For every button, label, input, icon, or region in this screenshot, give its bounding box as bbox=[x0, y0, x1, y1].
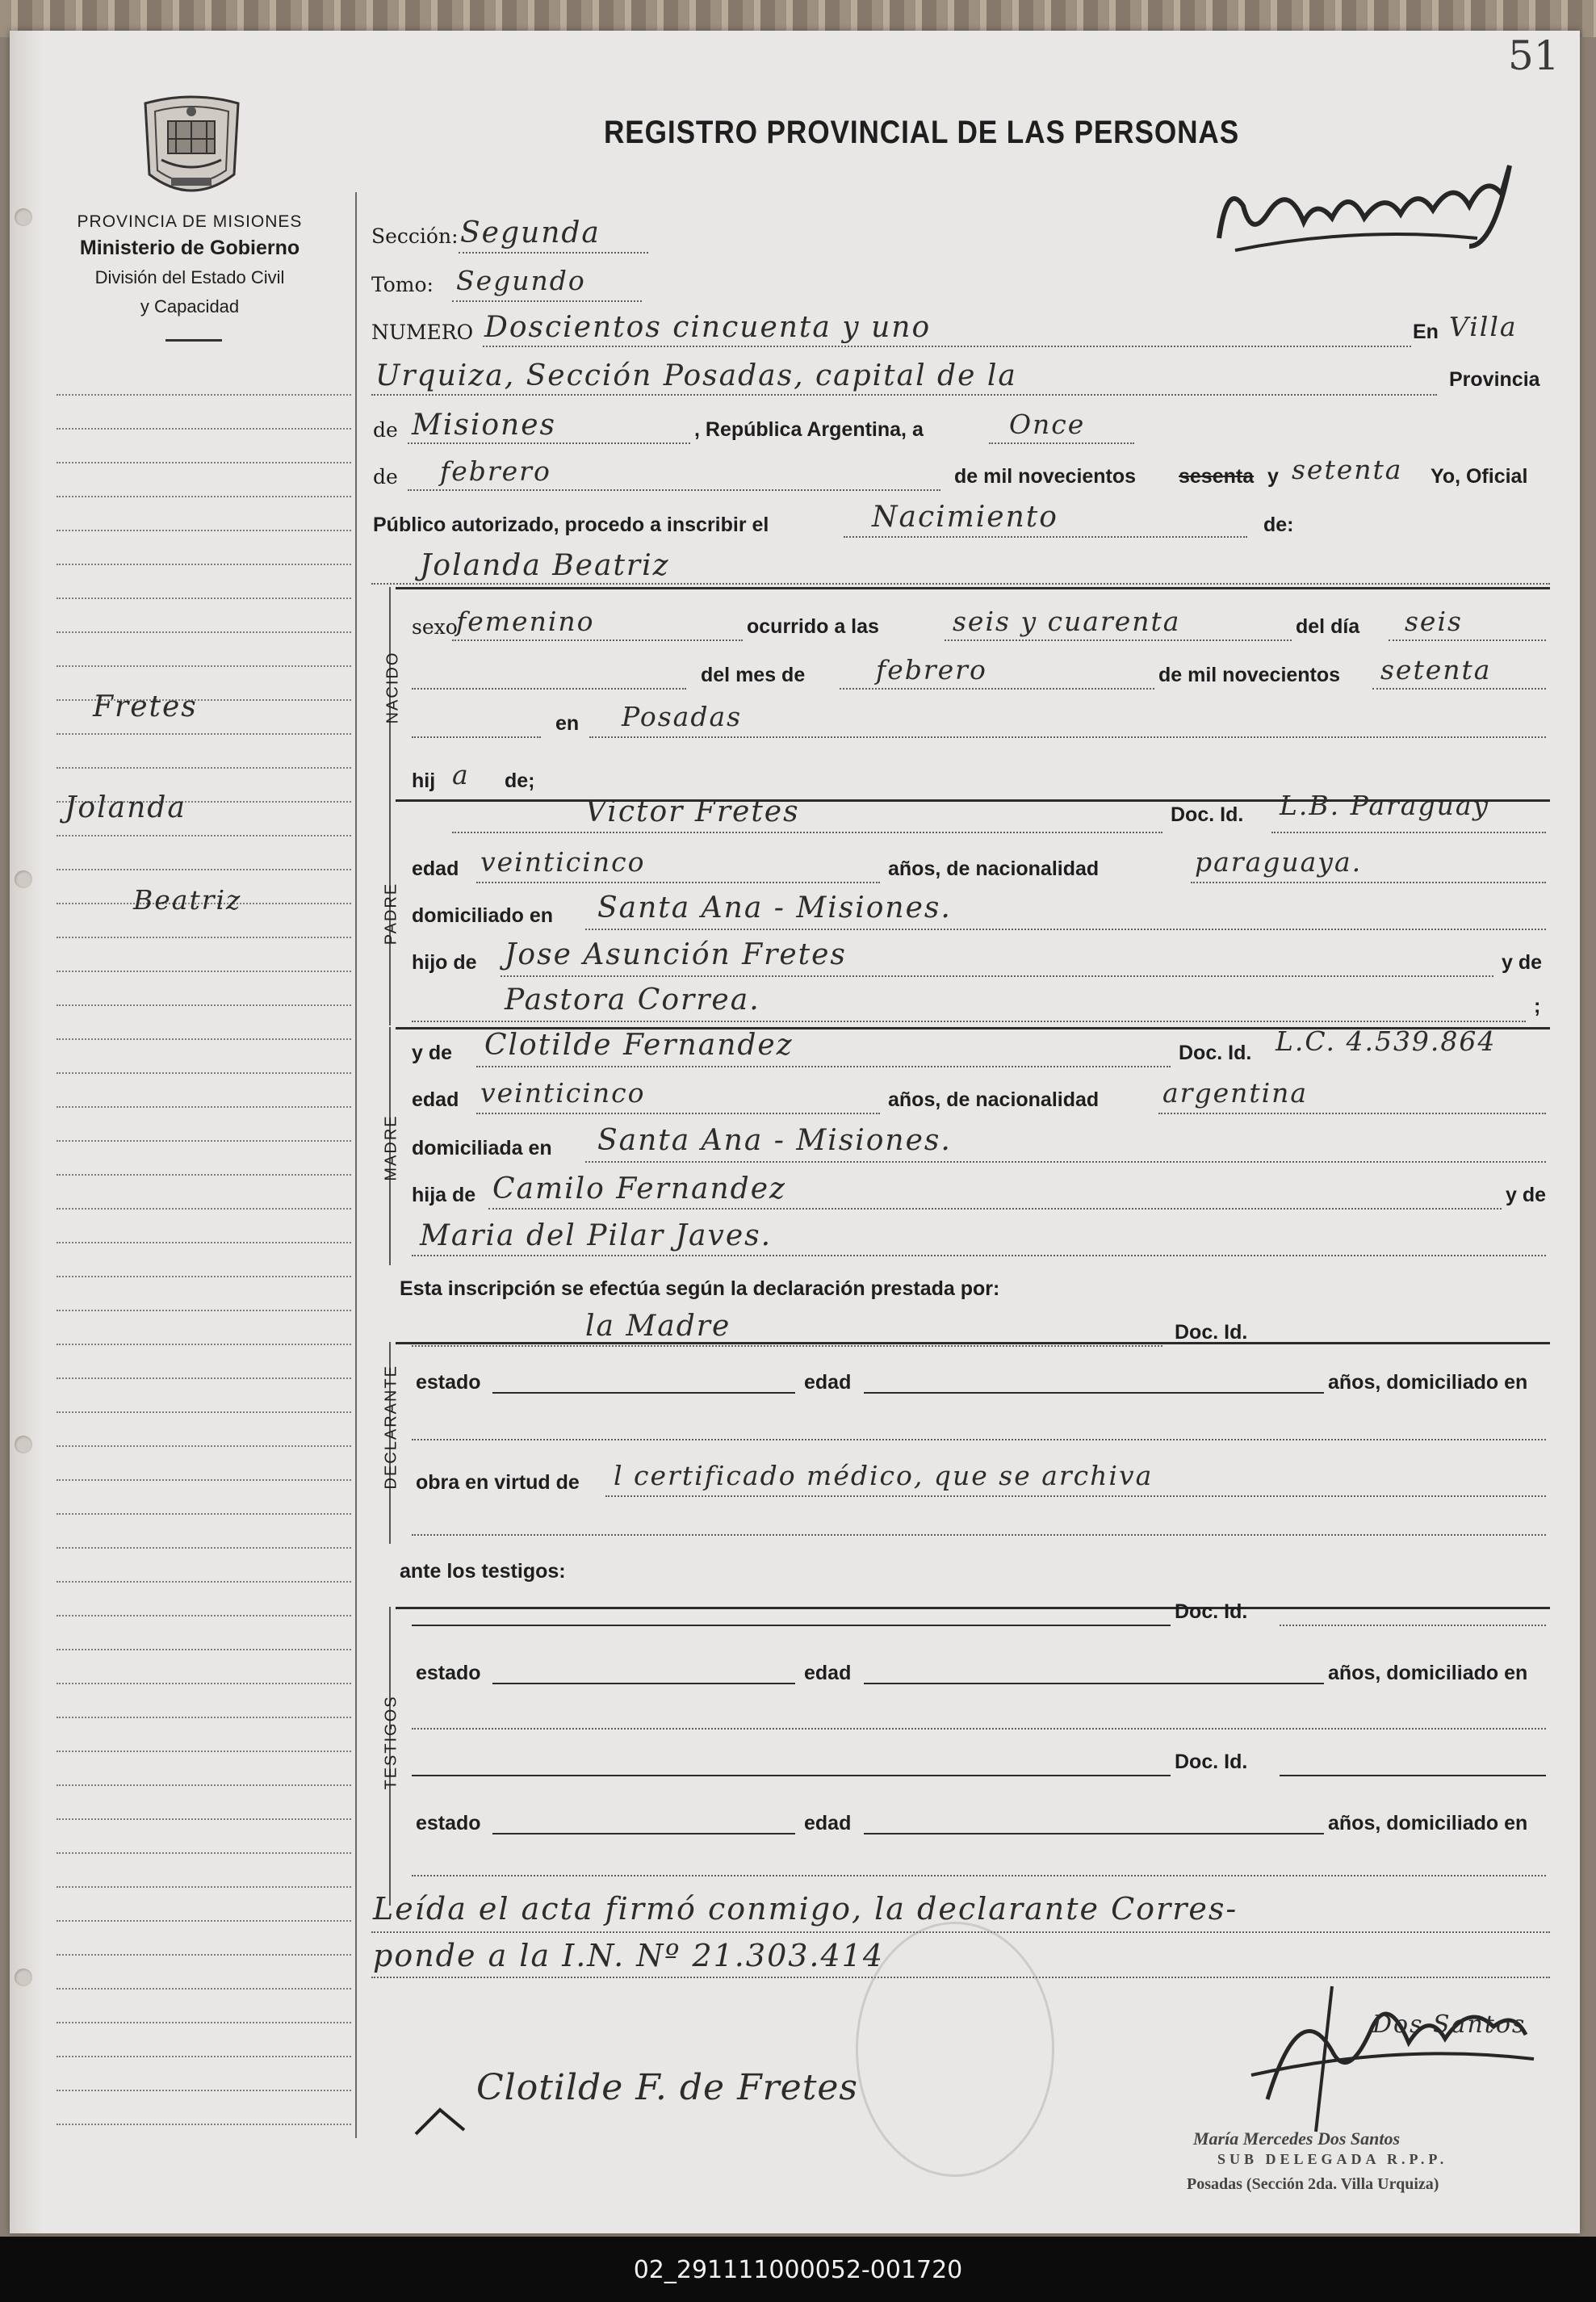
father-yde-label: y de bbox=[1502, 951, 1543, 974]
day-value: Once bbox=[1009, 409, 1086, 440]
margin-rule-line bbox=[57, 1106, 351, 1108]
mother-doc-value: L.C. 4.539.864 bbox=[1276, 1025, 1497, 1057]
margin-rule-line bbox=[57, 1988, 351, 1990]
witness2-estado-label: estado bbox=[416, 1812, 481, 1834]
declarant-estado-label: estado bbox=[416, 1371, 481, 1394]
mother-nac-value: argentina bbox=[1162, 1077, 1309, 1109]
margin-rule-line bbox=[57, 530, 351, 531]
publico-label: Público autorizado, procedo a inscribir el bbox=[373, 514, 769, 536]
margin-rule-line bbox=[57, 1615, 351, 1616]
closing-line-1: Leída el acta firmó conmigo, la declarante Corres- bbox=[373, 1891, 1238, 1927]
father-mother-line bbox=[412, 1021, 1526, 1022]
witness1-name-line bbox=[412, 1625, 1171, 1626]
witness2-edad-label: edad bbox=[804, 1812, 852, 1834]
witness1-anos-label: años, domiciliado en bbox=[1328, 1662, 1528, 1684]
margin-rule-line bbox=[57, 1072, 351, 1074]
witness2-edad-line bbox=[864, 1833, 1324, 1834]
month-line bbox=[408, 489, 940, 491]
sexo-line bbox=[452, 639, 743, 641]
margin-rule-line bbox=[57, 496, 351, 497]
margin-rule-line bbox=[57, 2022, 351, 2023]
margin-rule-line bbox=[57, 1920, 351, 1922]
mother-yde-label: y de bbox=[412, 1042, 453, 1064]
margin-rule-line bbox=[57, 733, 351, 735]
margin-rule-line bbox=[57, 428, 351, 430]
mother-dom-label: domiciliada en bbox=[412, 1137, 552, 1159]
witness1-edad-line bbox=[864, 1683, 1324, 1684]
margin-rule-line bbox=[57, 394, 351, 396]
margin-rule-line bbox=[57, 1581, 351, 1583]
mother-doc-label: Doc. Id. bbox=[1179, 1042, 1252, 1064]
declarant-signature: Clotilde F. de Fretes bbox=[476, 2067, 858, 2108]
declarant-estado-line bbox=[492, 1392, 795, 1394]
mother-nac-line bbox=[1158, 1113, 1546, 1114]
header-capacity: y Capacidad bbox=[140, 296, 240, 317]
witness1-estado-label: estado bbox=[416, 1662, 481, 1684]
day-line bbox=[989, 442, 1134, 444]
provincia-label: Provincia bbox=[1449, 368, 1540, 391]
provincial-seal-icon bbox=[137, 94, 246, 203]
official-signature-icon bbox=[1235, 1978, 1542, 2140]
witness1-estado-line bbox=[492, 1683, 795, 1684]
margin-rule-line bbox=[57, 1445, 351, 1447]
margin-rule-line bbox=[57, 1174, 351, 1176]
margin-rule-line bbox=[57, 1954, 351, 1956]
margin-rule-line bbox=[57, 1004, 351, 1006]
father-name-line bbox=[452, 832, 1162, 833]
margin-rule-line bbox=[57, 1310, 351, 1311]
top-signature-icon bbox=[1211, 149, 1526, 262]
mother-father-value: Camilo Fernandez bbox=[492, 1172, 786, 1206]
lugar-line bbox=[589, 736, 1546, 738]
numero-value: Doscientos cincuenta y uno bbox=[484, 311, 932, 344]
oficial-label: Yo, Oficial bbox=[1431, 465, 1528, 488]
mother-dom-line bbox=[585, 1161, 1546, 1163]
father-edad-line bbox=[476, 882, 880, 883]
place-line bbox=[371, 394, 1437, 396]
mother-edad-line bbox=[476, 1113, 880, 1114]
seccion-line bbox=[459, 252, 648, 254]
stamp-role: SUB DELEGADA R.P.P. bbox=[1217, 2151, 1448, 2167]
numero-label: NUMERO bbox=[371, 321, 474, 344]
declarant-doc-label: Doc. Id. bbox=[1175, 1321, 1248, 1344]
mother-name: Clotilde Fernandez bbox=[484, 1029, 794, 1062]
margin-rule-line bbox=[57, 1479, 351, 1481]
month-value: febrero bbox=[440, 455, 551, 487]
witness2-dom-line bbox=[412, 1875, 1546, 1876]
father-father-line bbox=[501, 975, 1493, 977]
witness1-doc-line bbox=[1280, 1625, 1546, 1626]
header-ministry: Ministerio de Gobierno bbox=[79, 237, 300, 259]
mil-label: de mil novecientos bbox=[1158, 664, 1341, 686]
mother-yde-label: y de bbox=[1506, 1184, 1547, 1206]
obra-value: l certificado médico, que se archiva bbox=[614, 1460, 1154, 1491]
declarant-extra-line bbox=[412, 1534, 1546, 1536]
witness2-estado-line bbox=[492, 1833, 795, 1834]
father-nac-label: años, de nacionalidad bbox=[888, 857, 1100, 880]
place-value: Urquiza, Sección Posadas, capital de la bbox=[375, 359, 1017, 392]
seccion-label: Sección: bbox=[371, 224, 459, 248]
margin-rule-line bbox=[57, 1208, 351, 1210]
witness2-name-line bbox=[412, 1775, 1171, 1776]
punch-hole bbox=[15, 1969, 32, 1986]
numero-line bbox=[483, 346, 1411, 347]
header-divider bbox=[165, 339, 222, 342]
father-name: Victor Fretes bbox=[585, 795, 800, 828]
declarant-name: la Madre bbox=[585, 1310, 731, 1343]
father-nac-line bbox=[1191, 882, 1546, 883]
margin-rule-line bbox=[57, 2124, 351, 2125]
mother-name-line bbox=[476, 1066, 1171, 1067]
official-signature-text: Dos Santos bbox=[1372, 2011, 1527, 2039]
witness1-doc-label: Doc. Id. bbox=[1175, 1600, 1248, 1623]
declarant-dom-line bbox=[412, 1439, 1546, 1440]
declarante-section-label: DECLARANTE bbox=[382, 1365, 400, 1490]
punch-hole bbox=[15, 1436, 32, 1453]
margin-rule-line bbox=[57, 1276, 351, 1277]
testigos-top-rule bbox=[396, 1607, 1550, 1609]
mes-lead-line bbox=[412, 688, 686, 690]
margin-rule-line bbox=[57, 2056, 351, 2057]
declarant-name-line bbox=[412, 1345, 1162, 1347]
margin-rule-line bbox=[57, 869, 351, 870]
mother-mother-value: Maria del Pilar Javes. bbox=[420, 1219, 773, 1252]
dia-value: seis bbox=[1405, 606, 1463, 637]
declarante-intro: Esta inscripción se efectúa según la declaración prestada por: bbox=[400, 1277, 1000, 1300]
margin-rule-line bbox=[57, 1411, 351, 1413]
mother-dom-value: Santa Ana - Misiones. bbox=[597, 1124, 952, 1157]
en-label: En bbox=[1413, 321, 1439, 343]
mother-edad-label: edad bbox=[412, 1088, 459, 1111]
mother-father-line bbox=[488, 1208, 1502, 1210]
father-dom-line bbox=[585, 929, 1546, 930]
testigos-section-label: TESTIGOS bbox=[382, 1695, 400, 1790]
margin-rule-line bbox=[57, 665, 351, 667]
declarante-top-rule bbox=[396, 1342, 1550, 1344]
de3-label: de: bbox=[1263, 514, 1294, 536]
witness2-anos-label: años, domiciliado en bbox=[1328, 1812, 1528, 1834]
de-label: de bbox=[373, 418, 398, 442]
province-value: Misiones bbox=[412, 409, 557, 442]
stamp-place: Posadas (Sección 2da. Villa Urquiza) bbox=[1187, 2175, 1439, 2193]
stamp-name: María Mercedes Dos Santos bbox=[1193, 2128, 1401, 2149]
footer-code: 02_291111000052-001720 bbox=[633, 2256, 963, 2284]
declarant-anos-label: años, domiciliado en bbox=[1328, 1371, 1528, 1394]
margin-rule-line bbox=[57, 462, 351, 463]
margin-divider bbox=[355, 192, 357, 2138]
margin-rule-line bbox=[57, 1649, 351, 1650]
father-nac-value: paraguaya. bbox=[1195, 846, 1363, 878]
hij-label: hij bbox=[412, 769, 436, 792]
margin-rule-line bbox=[57, 767, 351, 769]
declarant-edad-label: edad bbox=[804, 1371, 852, 1394]
province-line bbox=[408, 442, 690, 444]
margin-rule-line bbox=[57, 835, 351, 837]
obra-label: obra en virtud de bbox=[416, 1471, 580, 1494]
punch-hole bbox=[15, 208, 32, 226]
de2-label: de bbox=[373, 465, 398, 488]
seccion-value: Segunda bbox=[460, 216, 601, 249]
margin-rule-line bbox=[57, 1852, 351, 1854]
hora-line bbox=[945, 639, 1292, 641]
margin-rule-line bbox=[57, 971, 351, 972]
margin-rule-line bbox=[57, 1784, 351, 1786]
father-hijo-label: hijo de bbox=[412, 951, 477, 974]
watermark-stamp bbox=[856, 1922, 1054, 2177]
margin-rule-line bbox=[57, 1886, 351, 1888]
tomo-label: Tomo: bbox=[371, 273, 434, 296]
dia-line bbox=[1389, 639, 1546, 641]
margin-note-surname: Fretes bbox=[93, 690, 198, 723]
mother-edad-value: veinticinco bbox=[480, 1077, 646, 1109]
margin-rule-line bbox=[57, 1547, 351, 1549]
header-province: PROVINCIA DE MISIONES bbox=[77, 212, 303, 231]
margin-rule-line bbox=[57, 1344, 351, 1345]
punch-hole bbox=[15, 870, 32, 888]
margin-rule-line bbox=[57, 1717, 351, 1718]
page-number: 51 bbox=[1508, 32, 1560, 79]
margin-rule-line bbox=[57, 1242, 351, 1243]
y-label: y bbox=[1267, 465, 1279, 488]
header-division: División del Estado Civil bbox=[94, 267, 285, 287]
en-born-label: en bbox=[555, 712, 580, 735]
act-line bbox=[844, 536, 1247, 538]
father-mother-value: Pastora Correa. bbox=[505, 983, 760, 1017]
madre-section-label: MADRE bbox=[382, 1114, 400, 1181]
del-dia-label: del día bbox=[1296, 615, 1360, 638]
hij-value: a bbox=[452, 759, 470, 790]
margin-rule-line bbox=[57, 937, 351, 938]
child-name: Jolanda Beatriz bbox=[420, 549, 670, 582]
signature-mark-icon bbox=[412, 2106, 468, 2138]
sesenta-struck: sesenta bbox=[1179, 465, 1255, 488]
de-mil-label: de mil novecientos bbox=[954, 465, 1137, 488]
testigos-intro: ante los testigos: bbox=[400, 1560, 566, 1583]
margin-note-first-name: Jolanda bbox=[65, 791, 186, 824]
margin-rule-line bbox=[57, 1751, 351, 1752]
margin-rule-line bbox=[57, 1683, 351, 1684]
act-value: Nacimiento bbox=[872, 501, 1058, 534]
mes-value: febrero bbox=[876, 654, 987, 686]
margin-note-second-name: Beatriz bbox=[133, 884, 242, 916]
margin-rule-line bbox=[57, 598, 351, 599]
father-doc-value: L.B. Paraguay bbox=[1280, 790, 1490, 821]
hij-de-label: de; bbox=[505, 769, 535, 792]
lugar-lead-line bbox=[412, 736, 541, 738]
year-value: setenta bbox=[1292, 454, 1403, 485]
margin-rule-line bbox=[57, 2090, 351, 2091]
nacido-section-label: NACIDO bbox=[383, 651, 402, 724]
mes-label: del mes de bbox=[701, 664, 806, 686]
margin-rule-line bbox=[57, 1038, 351, 1040]
margin-rule-line bbox=[57, 564, 351, 565]
page-title: REGISTRO PROVINCIAL DE LAS PERSONAS bbox=[604, 115, 1240, 150]
witness2-doc-line bbox=[1280, 1775, 1546, 1776]
ocurrido-label: ocurrido a las bbox=[747, 615, 879, 638]
binding-strip bbox=[10, 31, 42, 2233]
anio-value: setenta bbox=[1380, 654, 1492, 686]
father-dom-label: domiciliado en bbox=[412, 904, 554, 927]
sexo-value: femenino bbox=[456, 606, 595, 637]
margin-rule-line bbox=[57, 631, 351, 633]
nacido-top-rule bbox=[396, 587, 1550, 589]
father-edad-label: edad bbox=[412, 857, 459, 880]
closing-line-2: ponde a la I.N. Nº 21.303.414 bbox=[373, 1938, 885, 1973]
mes-line bbox=[840, 688, 1154, 690]
lugar-value: Posadas bbox=[622, 701, 743, 732]
mother-hija-label: hija de bbox=[412, 1184, 476, 1206]
father-dom-value: Santa Ana - Misiones. bbox=[597, 891, 952, 925]
father-edad-value: veinticinco bbox=[480, 846, 646, 878]
father-father-value: Jose Asunción Fretes bbox=[505, 938, 847, 971]
witness2-doc-label: Doc. Id. bbox=[1175, 1751, 1248, 1773]
sexo-label: sexo bbox=[412, 615, 458, 639]
mother-mother-line bbox=[412, 1255, 1546, 1256]
en-value: Villa bbox=[1449, 311, 1518, 342]
margin-rule-line bbox=[57, 1818, 351, 1820]
father-doc-line bbox=[1271, 832, 1546, 833]
margin-rule-line bbox=[57, 1513, 351, 1515]
father-doc-label: Doc. Id. bbox=[1171, 803, 1244, 826]
margin-rule-line bbox=[57, 1377, 351, 1379]
padre-section-label: PADRE bbox=[382, 882, 400, 946]
republica-label: , República Argentina, a bbox=[694, 418, 924, 441]
witness1-dom-line bbox=[412, 1728, 1546, 1730]
child-name-line bbox=[371, 583, 1550, 585]
tomo-line bbox=[452, 300, 642, 302]
tomo-value: Segundo bbox=[456, 265, 586, 296]
mother-nac-label: años, de nacionalidad bbox=[888, 1088, 1100, 1111]
margin-rule-line bbox=[57, 1140, 351, 1142]
declarant-edad-line bbox=[864, 1392, 1324, 1394]
anio-line bbox=[1372, 688, 1546, 690]
witness1-edad-label: edad bbox=[804, 1662, 852, 1684]
father-semicolon: ; bbox=[1534, 995, 1541, 1017]
hora-value: seis y cuarenta bbox=[953, 606, 1181, 637]
obra-line bbox=[605, 1495, 1546, 1497]
